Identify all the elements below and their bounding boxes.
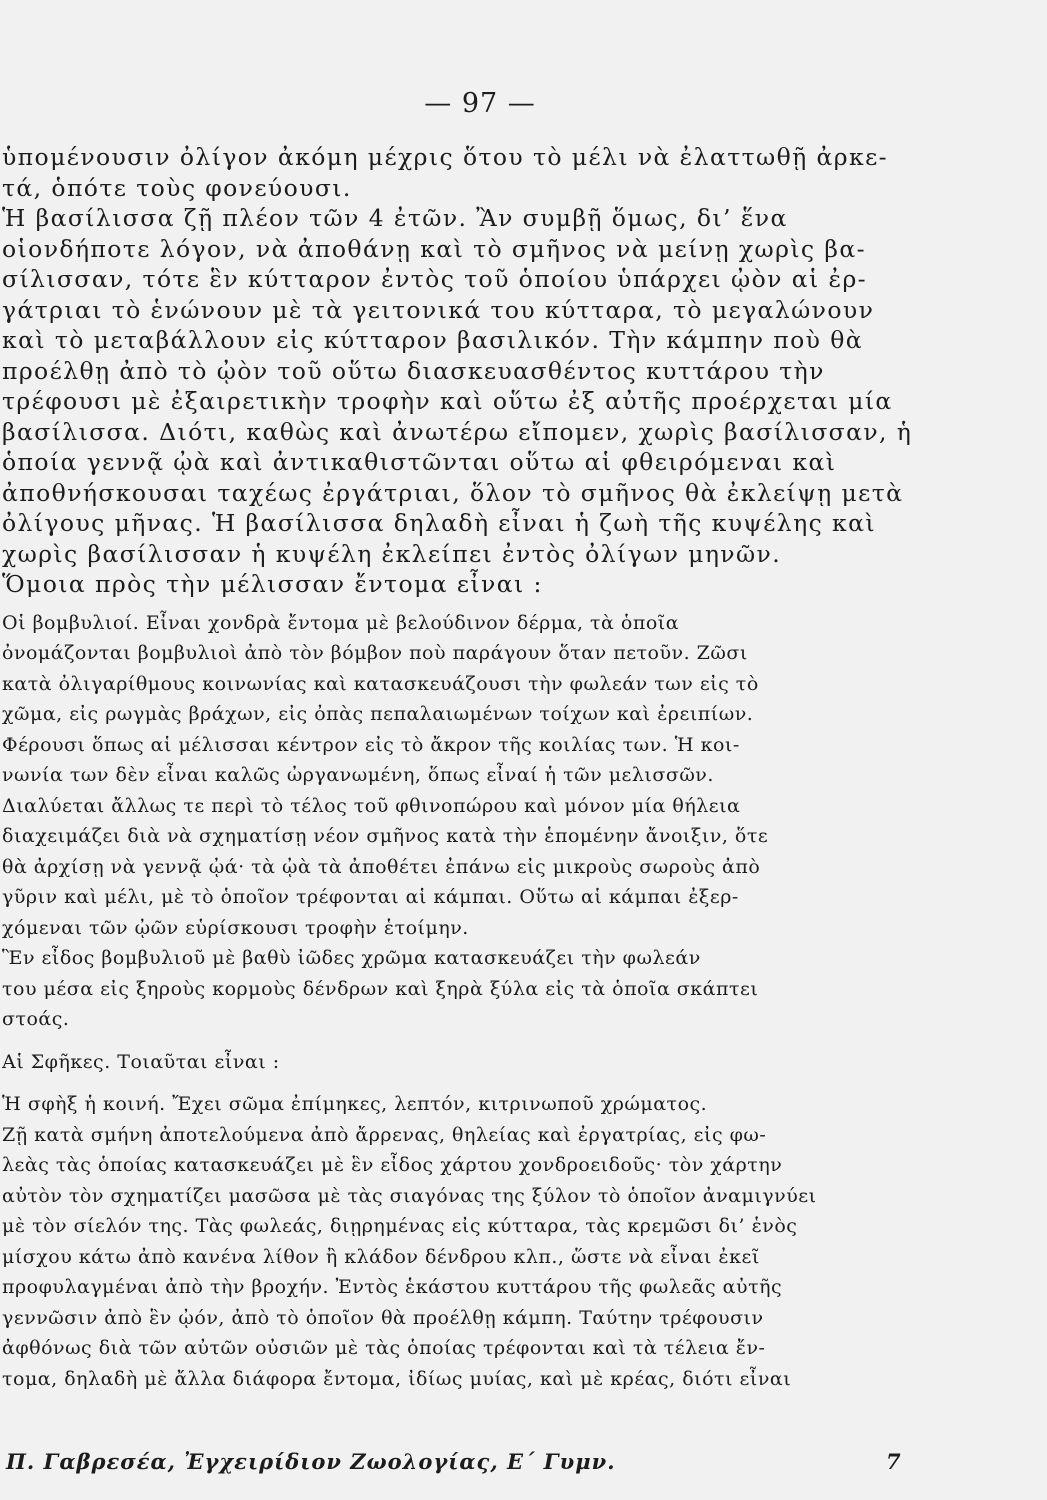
text-line: τρέφουσι μὲ ἐξαιρετικὴν τροφὴν καὶ οὕτω ἐξ αὐτῆς προέρχεται μία xyxy=(2,387,893,415)
text-line: προέλθῃ ἀπὸ τὸ ᾠὸν τοῦ οὕτω διασκευασθέντος κυττάρου τὴν xyxy=(2,356,825,385)
footer-citation: Π. Γαβρεσέα, Ἐγχειρίδιον Ζωολογίας, Ε΄ Γυμν. xyxy=(6,1449,616,1474)
text-line: ἀποθνήσκουσαι ταχέως ἐργάτριαι, ὅλον τὸ σμῆνος θὰ ἐκλείψῃ μετὰ xyxy=(2,478,904,507)
text-line: Ὅμοια πρὸς τὴν μέλισσαν ἔντομα εἶναι : xyxy=(2,570,543,598)
text-line: οἱονδήποτε λόγον, νὰ ἀποθάνῃ καὶ τὸ σμῆνος νὰ μείνῃ χωρὶς βα- xyxy=(2,234,866,263)
text-line: τά, ὁπότε τοὺς φονεύουσι. xyxy=(2,173,352,202)
paragraph xyxy=(2,142,946,600)
text-line: κατὰ ὀλιγαρίθμους κοινωνίας καὶ κατασκευάζουσι τὴν φωλεάν των εἰς τὸ xyxy=(2,672,759,695)
text-line: χωρὶς βασίλισσαν ἡ κυψέλη ἐκλείπει ἐντὸς ὀλίγων μηνῶν. xyxy=(2,539,782,568)
text-line: γάτριαι τὸ ἑνώνουν μὲ τὰ γειτονικά του κύτταρα, τὸ μεγαλώνουν xyxy=(2,295,875,324)
signature-mark: 7 xyxy=(886,1449,902,1474)
text-line: βασίλισσα. Διότι, καθὼς καὶ ἀνωτέρω εἴπομεν, χωρὶς βασίλισσαν, ἡ xyxy=(2,417,913,446)
text-line: Οἱ βομβυλιοί. Εἶναι χονδρὰ ἔντομα μὲ βελούδινον δέρμα, τὰ ὁποῖα xyxy=(2,611,680,634)
text-line: διαχειμάζει διὰ νὰ σχηματίσῃ νέον σμῆνος κατὰ τὴν ἑπομένην ἄνοιξιν, ὅτε xyxy=(2,825,769,847)
text-line: του μέσα εἰς ξηροὺς κορμοὺς δένδρων καὶ ξηρὰ ξύλα εἰς τὰ ὁποῖα σκάπτει xyxy=(2,977,759,1000)
page-number: — 97 — xyxy=(424,88,536,119)
text-line: Ζῇ κατὰ σμήνη ἀποτελούμενα ἀπὸ ἄρρενας, θηλείας καὶ ἐργατρίας, εἰς φω- xyxy=(2,1123,767,1146)
text-line: Ἡ βασίλισσα ζῇ πλέον τῶν 4 ἐτῶν. Ἂν συμβῇ ὅμως, δι’ ἕνα xyxy=(2,204,788,232)
text-line: ὀλίγους μῆνας. Ἡ βασίλισσα δηλαδὴ εἶναι ἡ ζωὴ τῆς κυψέλης καὶ xyxy=(2,509,876,537)
text-line: ἀφθόνως διὰ τῶν αὐτῶν οὐσιῶν μὲ τὰς ὁποίας τρέφονται καὶ τὰ τέλεια ἔν- xyxy=(2,1337,766,1359)
text-line: Φέρουσι ὅπως αἱ μέλισσαι κέντρον εἰς τὸ ἄκρον τῆς κοιλίας των. Ἡ κοι- xyxy=(2,733,740,756)
text-line: θὰ ἀρχίσῃ νὰ γεννᾷ ᾠά· τὰ ᾠὰ τὰ ἀποθέτει ἐπάνω εἰς μικροὺς σωροὺς ἀπὸ xyxy=(2,855,761,878)
text-line: αὐτὸν τὸν σχηματίζει μασῶσα μὲ τὰς σιαγόνας της ξύλον τὸ ὁποῖον ἀναμιγνύει xyxy=(2,1184,817,1207)
text-line: Αἱ Σφῆκες. Τοιαῦται εἶναι : xyxy=(2,1050,280,1073)
text-line: τομα, δηλαδὴ μὲ ἄλλα διάφορα ἔντομα, ἰδίως μυίας, καὶ μὲ κρέας, διότι εἶναι xyxy=(2,1367,792,1390)
text-line: γεννῶσιν ἀπὸ ἓν ᾠόν, ἀπὸ τὸ ὁποῖον θὰ προέλθῃ κάμπη. Ταύτην τρέφουσιν xyxy=(2,1306,764,1329)
text-line: γῦριν καὶ μέλι, μὲ τὸ ὁποῖον τρέφονται αἱ κάμπαι. Οὕτω αἱ κάμπαι ἐξερ- xyxy=(2,886,739,908)
text-line: προφυλαγμέναι ἀπὸ τὴν βροχήν. Ἐντὸς ἑκάστου κυττάρου τῆς φωλεᾶς αὐτῆς xyxy=(2,1276,783,1298)
footer xyxy=(6,1449,906,1474)
paragraph xyxy=(2,1047,946,1078)
text-line: στοάς. xyxy=(2,1008,70,1030)
text-line: μὲ τὸν σίελόν της. Τὰς φωλεάς, διῃρημένας εἰς κύτταρα, τὰς κρεμῶσι δι’ ἑνὸς xyxy=(2,1215,798,1237)
text-line: χόμεναι τῶν ᾠῶν εὑρίσκουσι τροφὴν ἑτοίμην. xyxy=(2,916,469,939)
text-line: ὁποία γεννᾷ ᾠὰ καὶ ἀντικαθιστῶνται οὕτω αἱ φθειρόμεναι καὶ xyxy=(2,448,837,476)
paragraph xyxy=(2,1089,946,1394)
text-line: νωνία των δὲν εἶναι καλῶς ὠργανωμένη, ὅπως εἶναί ἡ τῶν μελισσῶν. xyxy=(2,764,714,786)
text-line: ὀνομάζονται βομβυλιοὶ ἀπὸ τὸν βόμβον ποὺ παράγουν ὅταν πετοῦν. Ζῶσι xyxy=(2,642,748,664)
text-line: καὶ τὸ μεταβάλλουν εἰς κύτταρον βασιλικόν. Τὴν κάμπην ποὺ θὰ xyxy=(2,326,864,354)
text-line: Ἓν εἶδος βομβυλιοῦ μὲ βαθὺ ἰῶδες χρῶμα κατασκευάζει τὴν φωλεάν xyxy=(2,947,701,969)
paragraph xyxy=(2,608,946,1035)
text-line: σίλισσαν, τότε ἓν κύτταρον ἐντὸς τοῦ ὁποίου ὑπάρχει ᾠὸν αἱ ἐρ- xyxy=(2,265,868,293)
body-text xyxy=(2,142,946,1394)
text-line: ὑπομένουσιν ὀλίγον ἀκόμη μέχρις ὅτου τὸ μέλι νὰ ἐλαττωθῇ ἀρκε- xyxy=(2,143,888,171)
text-line: μίσχου κάτω ἀπὸ κανένα λίθον ἢ κλάδον δένδρου κλπ., ὥστε νὰ εἶναι ἐκεῖ xyxy=(2,1245,760,1268)
text-line: Διαλύεται ἄλλως τε περὶ τὸ τέλος τοῦ φθινοπώρου καὶ μόνον μία θήλεια xyxy=(2,794,741,817)
text-line: Ἡ σφὴξ ἡ κοινή. Ἔχει σῶμα ἐπίμηκες, λεπτόν, κιτρινωποῦ χρώματος. xyxy=(2,1093,708,1115)
text-line: χῶμα, εἰς ρωγμὰς βράχων, εἰς ὀπὰς πεπαλαιωμένων τοίχων καὶ ἐρειπίων. xyxy=(2,703,754,725)
text-line: λεὰς τὰς ὁποίας κατασκευάζει μὲ ἓν εἶδος χάρτου χονδροειδοῦς· τὸν χάρτην xyxy=(2,1154,783,1176)
